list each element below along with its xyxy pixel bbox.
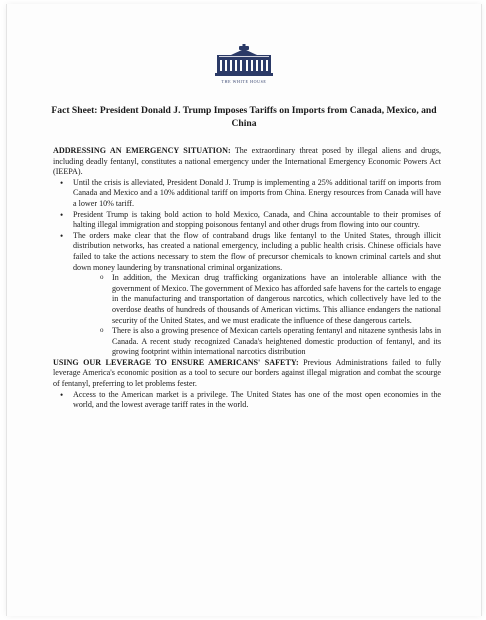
list-item: • Access to the American market is a privilege. The United States has one of the most open economies in the world, and the lowest average tariff rates in the world. — [53, 390, 441, 411]
section-2-bullets — [53, 390, 441, 411]
logo-caption: THE WHITE HOUSE — [221, 79, 267, 84]
sub-list-item: o There is also a growing presence of Mexican cartels operating fentanyl and nitazene synthesis labs in Canada. A recent study recognized Canada's heightened domestic production of fentanyl, and its growing footprint within international narcotics distribution — [73, 326, 441, 358]
list-item-text: The orders make clear that the flow of contraband drugs like fentanyl to the United States, through illicit distribution networks, has created a national emergency, including a public health crisis. Chinese officials have failed to take the actions necessary to stem the flow of precursor chemicals to known criminal cartels and shut down money laundering by transnational criminal organizations. — [73, 230, 441, 272]
section-1-bullets — [53, 178, 441, 358]
section-1-subbullets — [73, 273, 441, 358]
document-body — [53, 146, 441, 411]
section-2-heading: USING OUR LEVERAGE TO ENSURE AMERICANS' SAFETY: — [53, 357, 299, 367]
white-house-icon — [215, 44, 273, 78]
sub-list-item: o In addition, the Mexican drug trafficking organizations have an intolerable alliance with the government of Mexico. The government of Mexico has afforded safe havens for the cartels to engage in the manufacturing and transportation of dangerous narcotics, which collectively have led to the overdose deaths of hundreds of thousands of American victims. This alliance endangers the national security of the United States, and we must eradicate the influence of these dangerous cartels. — [73, 273, 441, 326]
section-1-intro-text: The extraordinary threat posed by illegal aliens and drugs, including deadly fentanyl, constitutes a national emergency under the International Emergency Economic Powers Act (IEEPA). — [53, 146, 441, 177]
list-item — [53, 231, 441, 358]
section-2-intro — [53, 358, 441, 390]
document-title: Fact Sheet: President Donald J. Trump Imposes Tariffs on Imports from Canada, Mexico, and China — [51, 105, 437, 129]
list-item: • Until the crisis is alleviated, President Donald J. Trump is implementing a 25% additional tariff on imports from Canada and Mexico and a 10% additional tariff on imports from China. Energy resources from Canada will have a lower 10% tariff. — [53, 178, 441, 210]
list-item: • President Trump is taking bold action to hold Mexico, Canada, and China accountable to their promises of halting illegal immigration and stopping poisonous fentanyl and other drugs from flowing into our country. — [53, 210, 441, 231]
section-2-intro-text: Previous Administrations failed to fully leverage America's economic position as a tool to secure our borders against illegal migration and combat the scourge of fentanyl, preferring to let problems fester. — [53, 357, 441, 389]
section-1-intro — [53, 146, 441, 178]
white-house-logo — [7, 44, 481, 84]
document-page — [6, 4, 482, 616]
section-1-heading: ADDRESSING AN EMERGENCY SITUATION: — [53, 146, 231, 155]
